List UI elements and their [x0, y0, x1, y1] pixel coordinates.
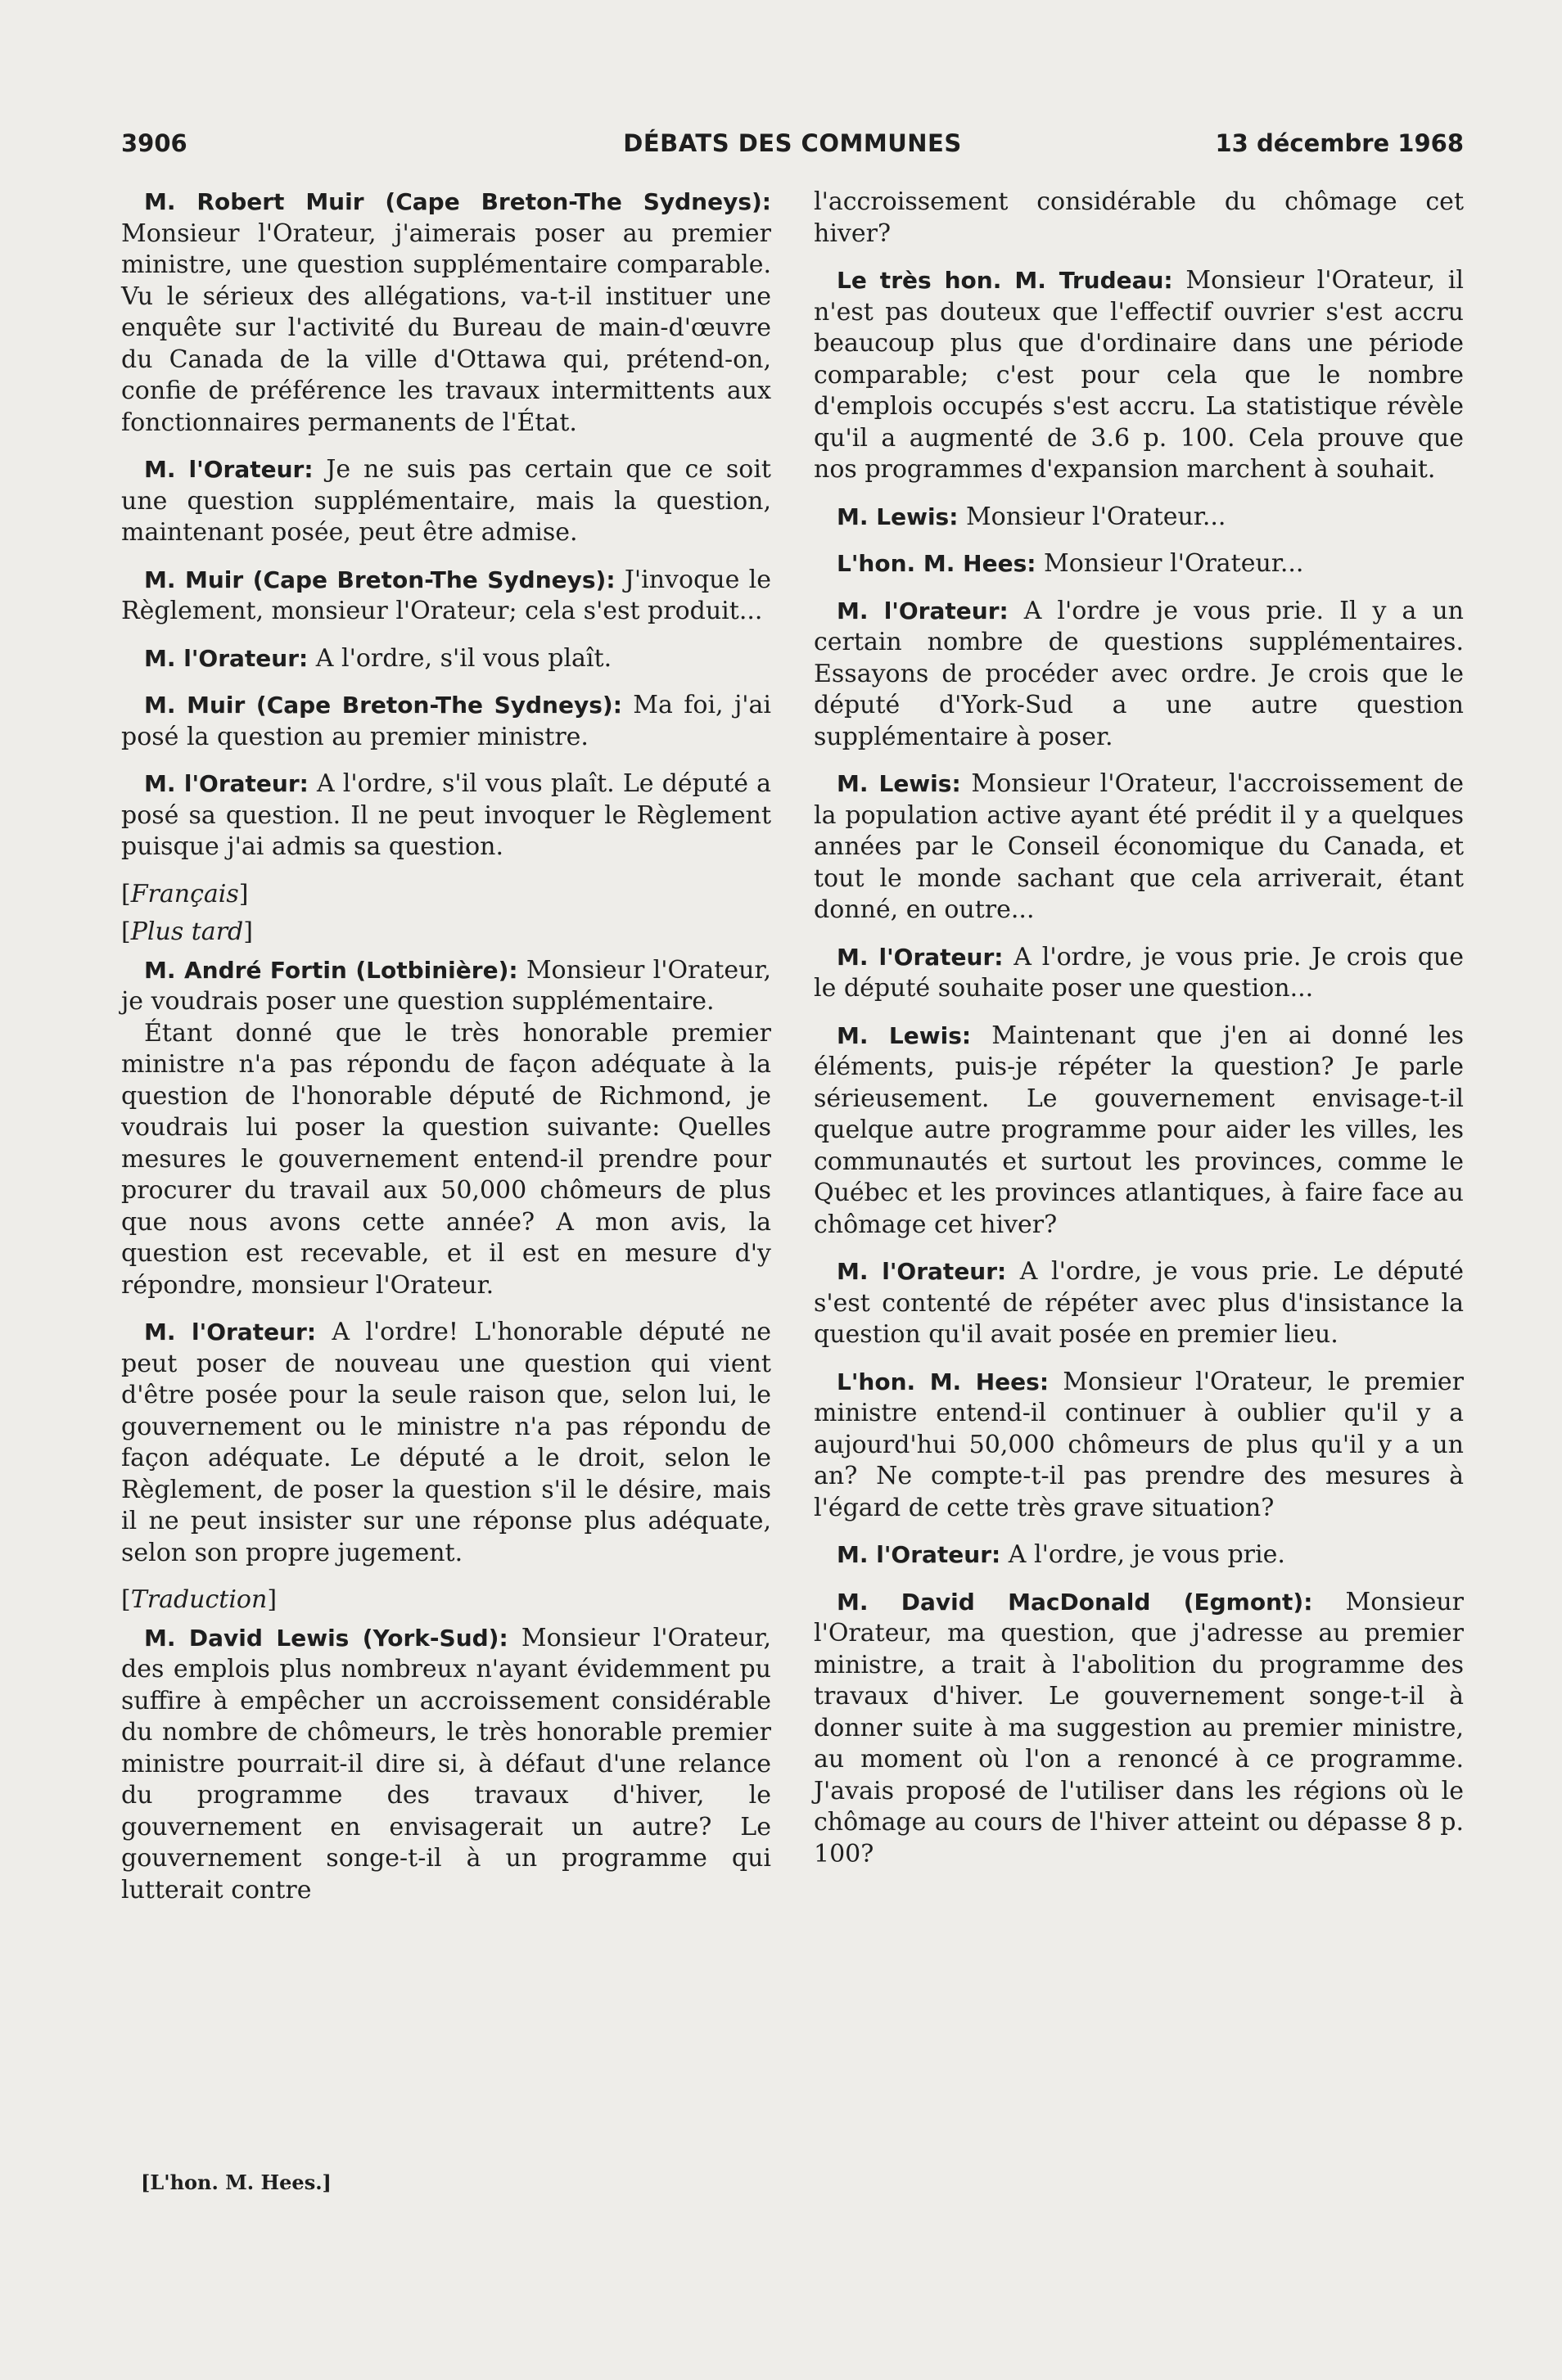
paragraph-text: A l'ordre, je vous prie. Je crois que le député souhaite poser une question... — [814, 942, 1464, 1003]
section-marker-text: Traduction — [130, 1585, 268, 1614]
paragraph — [121, 643, 771, 675]
paragraph-text: Monsieur l'Orateur, le premier ministre entend-il continuer à oublier qu'il y a aujourd'hui 50,000 chômeurs de plus qu'il y a un an? Ne compte-t-il pas prendre des mesures à l'égard de cette très grave situation? — [814, 1367, 1464, 1522]
footer-note: [L'hon. M. Hees.] — [141, 2170, 332, 2194]
page-date: 13 décembre 1968 — [1215, 129, 1464, 157]
speaker-name: L'hon. M. Hees: — [837, 1368, 1050, 1395]
paragraph-text: Monsieur l'Orateur, j'aimerais poser au premier ministre, une question supplémentaire comparable. Vu le sérieux des allégations, va-t-il instituer une enquête sur l'activité du Bureau de main-d'œuvre du Canada de la ville d'Ottawa qui, prétend-on, confie de préférence les travaux intermittents aux fonctionnaires permanents de l'État. — [121, 219, 771, 437]
paragraph-text: A l'ordre, je vous prie. Le député s'est contenté de répéter avec plus d'insistance la question qu'il avait posée en premier lieu. — [814, 1257, 1464, 1349]
paragraph-text: A l'ordre! L'honorable député ne peut poser de nouveau une question qui vient d'être posée pour la seule raison que, selon lui, le gouvernement ou le ministre n'a pas répondu de façon adéquate. Le député a le droit, selon le Règlement, de poser la question s'il le désire, mais il ne peut insister sur une réponse plus adéquate, selon son propre jugement. — [121, 1318, 771, 1567]
paragraph-text: Monsieur l'Orateur, je voudrais poser une question supplémentaire. — [121, 955, 771, 1016]
speaker-name: M. David Lewis (York-Sud): — [144, 1624, 508, 1652]
paragraph — [814, 596, 1464, 754]
paragraph-text: l'accroissement considérable du chômage cet hiver? — [814, 187, 1464, 248]
paragraph-text: A l'ordre je vous prie. Il y a un certain nombre de questions supplémentaires. Essayons de procéder avec ordre. Je crois que le député d'York-Sud a une autre question supplémentaire à poser. — [814, 596, 1464, 751]
paragraph-text: Monsieur l'Orateur, des emplois plus nombreux n'ayant évidemment pu suffire à empêcher un accroissement considérable du nombre de chômeurs, le très honorable premier ministre pourrait-il dire si, à défaut d'une relance du programme des travaux d'hiver, le gouvernement en envisagerait un autre? Le gouvernement songe-t-il à un programme qui lutterait contre — [121, 1623, 771, 1904]
speaker-name: Le très hon. M. Trudeau: — [837, 267, 1173, 294]
paragraph — [814, 1539, 1464, 1571]
paragraph — [814, 187, 1464, 250]
speaker-name: M. Lewis: — [837, 503, 959, 530]
paragraph-text: Monsieur l'Orateur, ma question, que j'adresse au premier ministre, a trait à l'abolition du programme des travaux d'hiver. Le gouvernement songe-t-il à donner suite à ma suggestion au premier ministre, au moment où l'on a renoncé à ce programme. J'avais proposé de l'utiliser dans les régions où le chômage au cours de l'hiver atteint ou dépasse 8 p. 100? — [814, 1587, 1464, 1868]
paragraph-text: Maintenant que j'en ai donné les éléments, puis-je répéter la question? Je parle sérieusement. Le gouvernement envisage-t-il quelque autre programme pour aider les villes, les communautés et surtout les provinces, comme le Québec et les provinces atlantiques, à faire face au chômage cet hiver? — [814, 1021, 1464, 1239]
page-header — [121, 121, 1464, 167]
paragraph-text: Monsieur l'Orateur... — [958, 502, 1226, 531]
speaker-name: M. André Fortin (Lotbinière): — [144, 956, 518, 984]
paragraph — [121, 1623, 771, 1907]
paragraph — [814, 1021, 1464, 1242]
paragraph — [121, 187, 771, 439]
paragraph-text: Ma foi, j'ai posé la question au premier ministre. — [121, 691, 771, 751]
speaker-name: M. Lewis: — [837, 1021, 972, 1049]
paragraph-text: A l'ordre, s'il vous plaît. Le député a posé sa question. Il ne peut invoquer le Règlement puisque j'ai admis sa question. — [121, 769, 771, 861]
speaker-name: M. l'Orateur: — [144, 1318, 317, 1346]
section-marker-text: Français — [130, 879, 239, 908]
speaker-name: L'hon. M. Hees: — [837, 550, 1036, 577]
speaker-name: M. l'Orateur: — [144, 770, 309, 797]
paragraph — [814, 1367, 1464, 1525]
paragraph — [814, 502, 1464, 534]
paragraph — [814, 769, 1464, 926]
paragraph — [814, 942, 1464, 1005]
speaker-name: M. l'Orateur: — [144, 644, 309, 672]
paragraph — [121, 690, 771, 753]
speaker-name: M. l'Orateur: — [144, 456, 314, 483]
speaker-name: M. Muir (Cape Breton-The Sydneys): — [144, 566, 616, 593]
speaker-name: M. Lewis: — [837, 770, 961, 797]
speaker-name: M. l'Orateur: — [837, 943, 1004, 971]
paragraph — [814, 1587, 1464, 1871]
paragraph-text: J'invoque le Règlement, monsieur l'Orateur; cela s'est produit... — [121, 565, 771, 625]
section-marker-text: Plus tard — [130, 917, 244, 946]
paragraph-text: Monsieur l'Orateur... — [1036, 549, 1304, 578]
paragraph — [121, 565, 771, 628]
left-column — [121, 187, 771, 1922]
paragraph-text: A l'ordre, s'il vous plaît. — [308, 643, 612, 673]
speaker-name: M. l'Orateur: — [837, 1258, 1007, 1285]
paragraph-text: Monsieur l'Orateur, l'accroissement de la population active ayant été prédit il y a quelques années par le Conseil économique du Canada, et tout le monde sachant que cela arriverait, étant donné, en outre... — [814, 769, 1464, 924]
paragraph — [121, 454, 771, 549]
speaker-name: M. Muir (Cape Breton-The Sydneys): — [144, 692, 622, 719]
page-number: 3906 — [121, 129, 187, 157]
paragraph — [121, 1317, 771, 1569]
paragraph-text: Monsieur l'Orateur, il n'est pas douteux que l'effectif ouvrier s'est accru beaucoup plus que d'ordinaire dans une période comparable; c'est pour cela que le nombre d'emplois occupés s'est accru. La statistique révèle qu'il a augmenté de 3.6 p. 100. Cela prouve que nos programmes d'expansion marchent à souhait. — [814, 266, 1464, 484]
speaker-name: M. l'Orateur: — [837, 597, 1009, 624]
section-marker: [Plus tard] — [121, 917, 253, 946]
section-marker: [Français] — [121, 879, 249, 908]
paragraph — [814, 265, 1464, 486]
speaker-name: M. Robert Muir (Cape Breton-The Sydneys): — [144, 188, 771, 215]
section-marker: [Traduction] — [121, 1585, 278, 1614]
speaker-name: M. l'Orateur: — [837, 1541, 1001, 1568]
paragraph-text: A l'ordre, je vous prie. — [1000, 1540, 1285, 1569]
paragraph — [814, 548, 1464, 580]
page-title: DÉBATS DES COMMUNES — [623, 129, 962, 157]
paragraph-text: Je ne suis pas certain que ce soit une question supplémentaire, mais la question, maintenant posée, peut être admise. — [121, 455, 771, 547]
paragraph — [121, 955, 771, 1018]
paragraph — [814, 1256, 1464, 1351]
paragraph-text: Étant donné que le très honorable premier ministre n'a pas répondu de façon adéquate à la question de l'honorable député de Richmond, je voudrais lui poser la question suivante: Quelles mesures le gouvernement entend-il prendre pour procurer du travail aux 50,000 chômeurs de plus que nous avons cette année? A mon avis, la question est recevable, et il est en mesure d'y répondre, monsieur l'Orateur. — [121, 1018, 771, 1300]
right-column — [814, 187, 1464, 1886]
paragraph — [121, 769, 771, 863]
paragraph — [121, 1018, 771, 1302]
speaker-name: M. David MacDonald (Egmont): — [837, 1588, 1313, 1616]
